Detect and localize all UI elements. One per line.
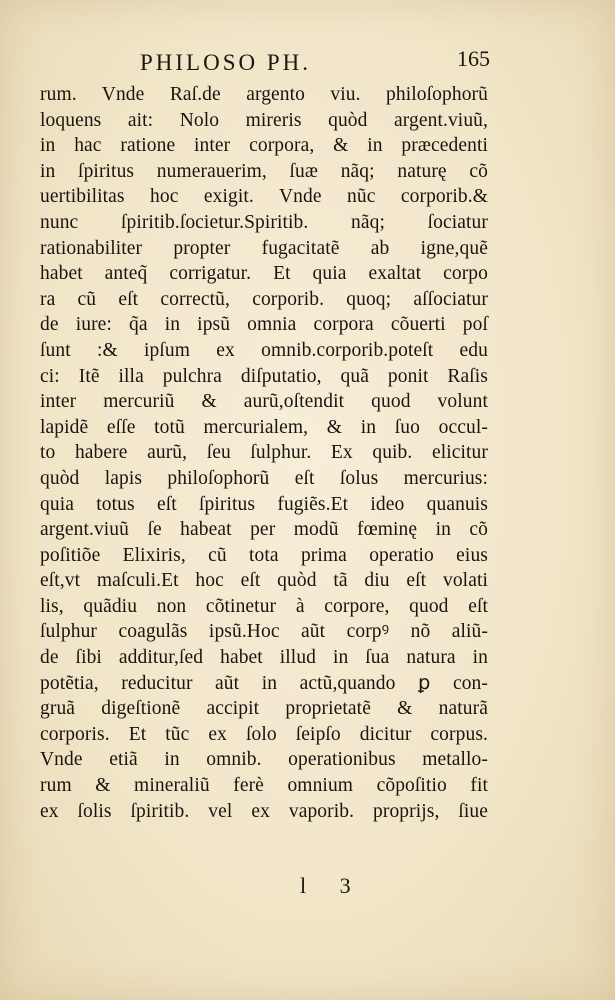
text-line: ra cũ eſt correctũ, corporib. quoq; aſſociatur <box>40 288 488 310</box>
text-line: habet anteq̃ corrigatur. Et quia exaltat corpo <box>40 263 488 285</box>
text-line: ex ſolis ſpiritib. vel ex vaporib. proprijs, ſiue <box>40 800 488 822</box>
text-line: inter mercuriũ & aurũ,oſtendit quod volunt <box>40 391 488 413</box>
text-line: lapidẽ eſſe totũ mercurialem, & in ſuo occul- <box>40 416 488 438</box>
text-line: uertibilitas hoc exigit. Vnde nũc corporib.& <box>40 186 488 208</box>
text-line: argent.viuũ ſe habeat per modũ fœminę in cõ <box>40 519 488 541</box>
page-header <box>40 46 490 80</box>
text-line: quòd lapis philoſophorũ eſt ſolus mercurius: <box>40 467 488 489</box>
page-number: 165 <box>457 46 490 71</box>
text-line: in hac ratione inter corpora, & in præcedenti <box>40 135 488 157</box>
text-line: ſunt :& ipſum ex omnib.corporib.poteſt edu <box>40 339 488 361</box>
text-line: rum & mineraliũ ferè omnium cõpoſitio fit <box>40 775 488 797</box>
text-line: potẽtia, reducitur aũt in actũ,quando ꝑ con- <box>40 672 488 694</box>
text-line: gruã digeſtionẽ accipit proprietatẽ & naturã <box>40 698 488 720</box>
text-line: ſulphur coagulãs ipsũ.Hoc aũt corpꝰ nõ aliũ- <box>40 621 488 643</box>
text-line: lis, quãdiu non cõtinetur à corpore, quod eſt <box>40 595 488 617</box>
signature-mark: l 3 <box>300 873 365 898</box>
body-text <box>40 82 488 824</box>
text-line: nunc ſpiritib.ſocietur.Spiritib. nãq; ſociatur <box>40 211 488 233</box>
text-line: corporis. Et tũc ex ſolo ſeipſo dicitur corpus. <box>40 723 488 745</box>
text-line: quia totus eſt ſpiritus fugiẽs.Et ideo quanuis <box>40 493 488 515</box>
text-line: Vnde etiã in omnib. operationibus metallo- <box>40 749 488 771</box>
text-line: de ſibi additur,ſed habet illud in ſua natura in <box>40 647 488 669</box>
running-head: PHILOSO PH. <box>140 50 312 75</box>
text-line: loquens ait: Nolo mireris quòd argent.viuũ, <box>40 109 488 131</box>
text-line: eſt,vt maſculi.Et hoc eſt quòd tã diu eſt volati <box>40 570 488 592</box>
text-line: de iure: q̃a in ipsũ omnia corpora cõuerti poſ <box>40 314 488 336</box>
text-line: rum. Vnde Raſ.de argento viu. philoſophorũ <box>40 84 488 105</box>
text-line: rationabiliter propter fugacitatẽ ab igne,quẽ <box>40 237 488 259</box>
text-line: to habere aurũ, ſeu ſulphur. Ex quib. elicitur <box>40 442 488 464</box>
text-line: in ſpiritus numerauerim, ſuæ nãq; naturę cõ <box>40 160 488 182</box>
text-line: ci: Itẽ illa pulchra diſputatio, quã ponit Raſis <box>40 365 488 387</box>
text-line: poſitiõe Elixiris, cũ tota prima operatio eius <box>40 544 488 566</box>
